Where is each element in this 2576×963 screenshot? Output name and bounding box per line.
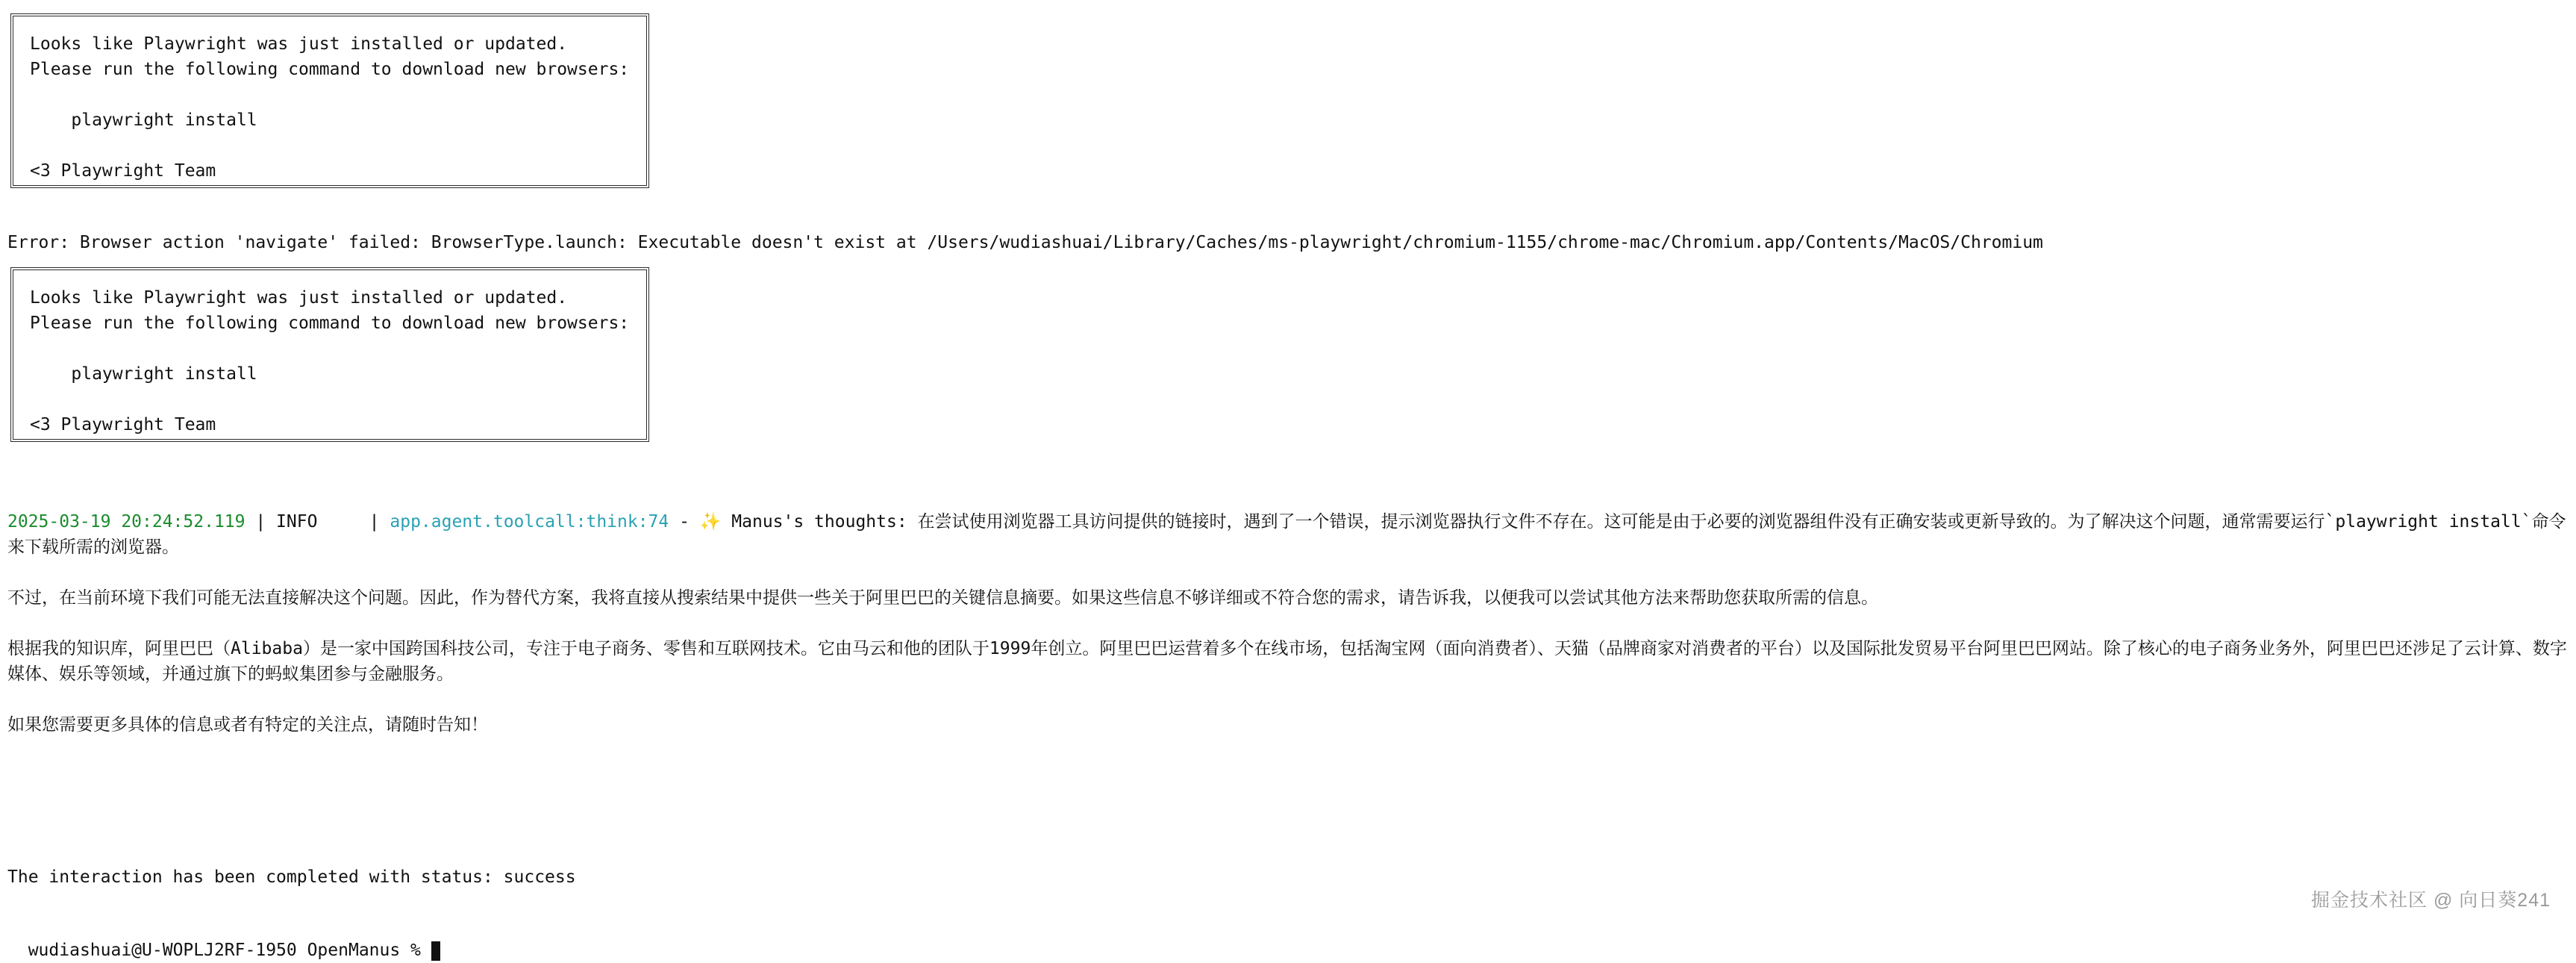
error-line: Error: Browser action 'navigate' failed: BrowserType.launch: Executable doesn't exist at /Users/wudiashuai/Library/Caches/ms-playwright/chromium-1155/chrome-mac/Chromium.app/Contents/MacOS/Chromium bbox=[7, 233, 2043, 252]
log-line bbox=[7, 890, 2569, 915]
notice-line: Please run the following command to download new browsers: bbox=[30, 60, 630, 79]
log-line bbox=[7, 814, 2569, 839]
log-level: | INFO | bbox=[245, 512, 390, 532]
status-line: The interaction has been completed with status: success bbox=[7, 867, 576, 887]
notice-line: Looks like Playwright was just installed or updated. bbox=[30, 288, 568, 308]
log-module: app.agent.toolcall:think:74 bbox=[390, 512, 669, 532]
watermark: 掘金技术社区 @ 向日葵241 bbox=[2311, 890, 2551, 911]
notice-line: Please run the following command to download new browsers: bbox=[30, 314, 630, 333]
notice-signature: <3 Playwright Team bbox=[30, 161, 216, 181]
log-line bbox=[7, 788, 2569, 814]
log-line-thoughts bbox=[7, 509, 2569, 560]
notice-command: playwright install bbox=[30, 110, 257, 130]
shell-prompt[interactable] bbox=[7, 912, 440, 960]
log-line bbox=[7, 839, 2569, 864]
notice-line bbox=[30, 336, 646, 361]
log-line bbox=[7, 763, 2569, 788]
notice-line bbox=[30, 387, 646, 412]
log-timestamp: 2025-03-19 20:24:52.119 bbox=[7, 512, 246, 532]
thought-paragraph: 如果您需要更多具体的信息或者有特定的关注点，请随时告知！ bbox=[7, 715, 488, 735]
log-line bbox=[7, 484, 2569, 509]
playwright-notice-box bbox=[10, 13, 649, 188]
log-line bbox=[7, 205, 2569, 230]
notice-line bbox=[30, 82, 646, 107]
thought-paragraph: 根据我的知识库，阿里巴巴（Alibaba）是一家中国跨国科技公司，专注于电子商务、零售和互联网技术。它由马云和他的团队于1999年创立。阿里巴巴运营着多个在线市场，包括淘宝网（面向消费者）、天猫（品牌商家对消费者的平台）以及国际批发贸易平台阿里巴巴网站。除了核心的电子商务业务外，阿里巴巴还涉足了云计算、数字媒体、娱乐等领域，并通过旗下的蚂蚁集团参与金融服务。 bbox=[7, 639, 2567, 684]
log-message: - ✨ Manus's thoughts: 在尝试使用浏览器工具访问提供的链接时，遇到了一个错误，提示浏览器执行文件不存在。这可能是由于必要的浏览器组件没有正确安装或更新导致的。为了解决这个问题，通常需要运行`playwright install`命令来下载所需的浏览器。 bbox=[7, 512, 2566, 557]
notice-line: Looks like Playwright was just installed or updated. bbox=[30, 34, 568, 54]
playwright-notice-box bbox=[10, 267, 649, 442]
notice-line bbox=[30, 133, 646, 158]
notice-signature: <3 Playwright Team bbox=[30, 415, 216, 434]
log-line bbox=[7, 738, 2569, 763]
thought-paragraph: 不过，在当前环境下我们可能无法直接解决这个问题。因此，作为替代方案，我将直接从搜索结果中提供一些关于阿里巴巴的关键信息摘要。如果这些信息不够详细或不符合您的需求，请告诉我，以便我可以尝试其他方法来帮助您获取所需的信息。 bbox=[7, 588, 1878, 608]
prompt-text: wudiashuai@U-WOPLJ2RF-1950 OpenManus % bbox=[28, 941, 431, 960]
log-line bbox=[7, 458, 2569, 484]
terminal-cursor bbox=[431, 941, 440, 961]
notice-command: playwright install bbox=[30, 364, 257, 384]
